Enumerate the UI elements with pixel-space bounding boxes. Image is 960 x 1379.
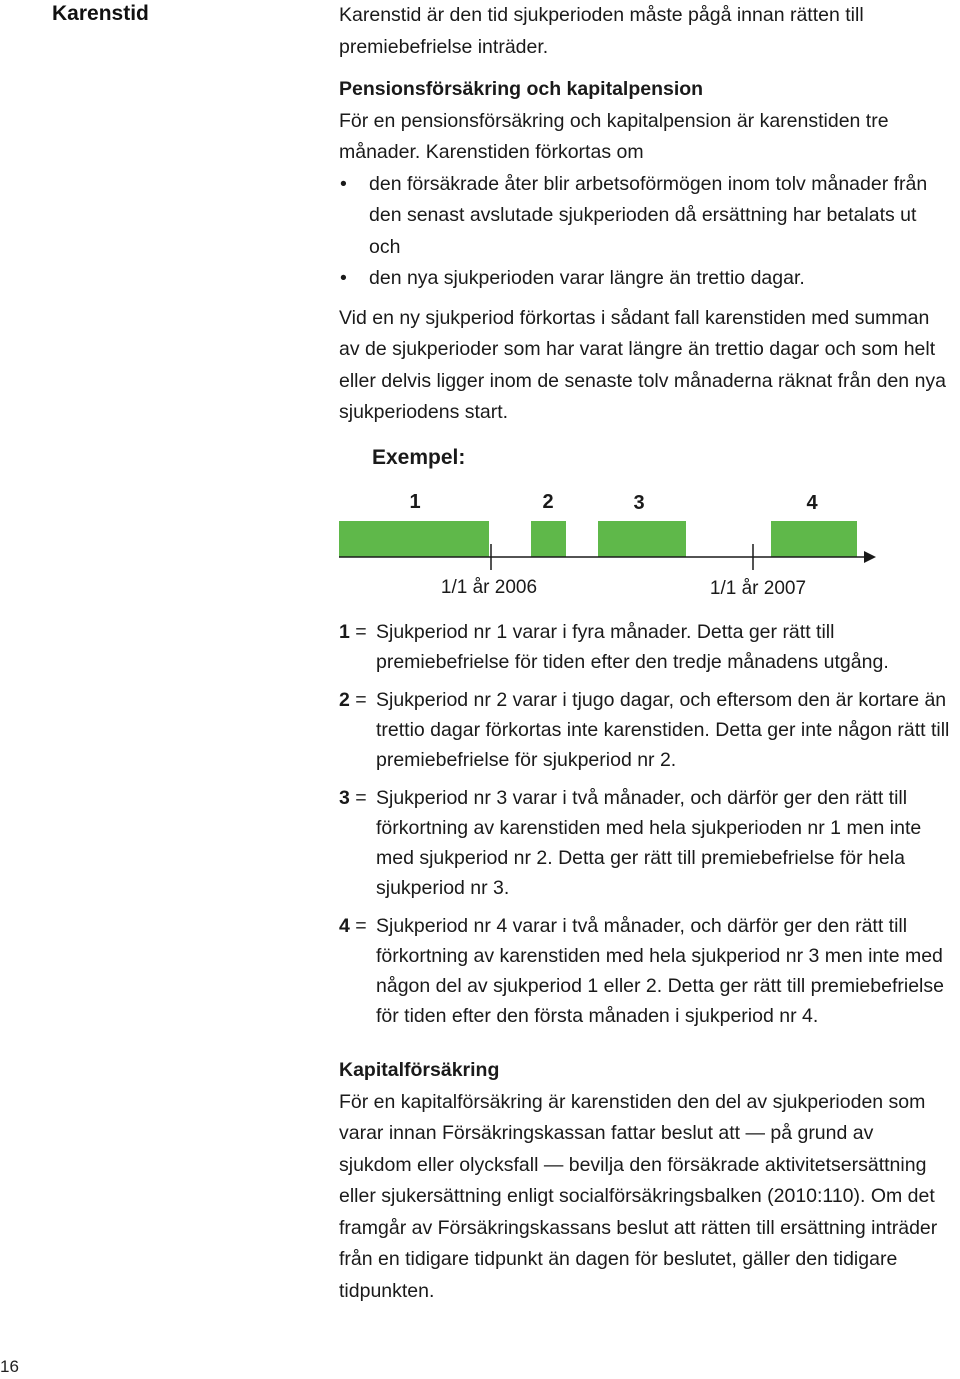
pension-section [339, 74, 951, 429]
definition-key: 1 = [339, 621, 367, 643]
example-timeline-diagram [330, 478, 890, 604]
definition-text: Sjukperiod nr 4 varar i två månader, och därför ger den rätt till förkortning av karenstiden med hela sjukperiod nr 3 men inte med någon del av sjukperiod 1 eller 2. Detta ger rätt till premiebefrielse för tiden efter den första månaden i sjukperiod nr 4. [376, 915, 944, 1027]
definition-text: Sjukperiod nr 2 varar i tjugo dagar, och eftersom den är kortare än trettio dagar förkortas inte karenstiden. Detta ger inte någon rätt till premiebefrielse för sjukperiod nr 2. [376, 689, 950, 771]
section-label: Karenstid [52, 2, 149, 25]
year-label-2007: 1/1 år 2007 [709, 578, 807, 599]
capital-heading: Kapitalförsäkring [339, 1059, 500, 1081]
year-label-2006: 1/1 år 2006 [440, 577, 538, 598]
capital-section [339, 1055, 951, 1307]
period-label-2: 2 [542, 491, 554, 513]
definition-item [339, 783, 953, 903]
time-axis-arrow-icon [864, 551, 876, 563]
example-title: Exempel: [372, 446, 466, 469]
pension-paragraph: För en pensionsförsäkring och kapitalpension är karenstiden tre månader. Karenstiden förkortas om [339, 109, 889, 163]
period-label-3: 3 [633, 492, 645, 514]
capital-paragraph: För en kapitalförsäkring är karenstiden den del av sjukperioden som varar innan Försäkringskassan fattar beslut att — på grund av sjukdom eller olycksfall — bevilja den försäkrade aktivitetsersättning eller sjukersättning enligt socialförsäkringsbalken (2010:110). Om det framgår av Försäkringskassans beslut att rätten till ersättning inträder från en tidigare tidpunkt än dagen för beslutet, gäller den tidigare tidpunkten. [339, 1090, 938, 1302]
shortening-paragraph: Vid en ny sjukperiod förkortas i sådant fall karenstiden med summan av de sjukperioder som har varat längre än trettio dagar och som helt eller delvis ligger inom de senaste tolv månaderna räknat från den nya sjukperiodens start. [339, 306, 947, 423]
pension-heading: Pensionsförsäkring och kapitalpension [339, 78, 704, 100]
period-bar-3 [598, 521, 686, 557]
bullet-item: • den nya sjukperioden varar längre än trettio dagar. [339, 263, 951, 295]
period-bar-2 [531, 521, 566, 557]
definition-text: Sjukperiod nr 1 varar i fyra månader. Detta ger rätt till premiebefrielse för tiden efter den tredje månadens utgång. [376, 621, 889, 673]
definition-item [339, 617, 953, 677]
definition-text: Sjukperiod nr 3 varar i två månader, och därför ger den rätt till förkortning av karenstiden med hela sjukperioden nr 1 men inte med sjukperiod nr 2. Detta ger rätt till premiebefrielse för hela sjukperiod nr 3. [376, 787, 922, 899]
page-number: 16 [0, 1357, 19, 1376]
intro-paragraph: Karenstid är den tid sjukperioden måste pågå innan rätten till premiebefrielse inträder. [339, 4, 864, 58]
definition-item [339, 685, 953, 775]
pension-bullet-list [339, 169, 951, 295]
period-bar-4 [771, 521, 857, 557]
period-label-4: 4 [806, 492, 818, 514]
period-label-1: 1 [409, 491, 421, 513]
definition-key: 4 = [339, 915, 367, 937]
definition-key: 3 = [339, 787, 367, 809]
definition-key: 2 = [339, 689, 367, 711]
definition-list [339, 617, 953, 1039]
period-bar-1 [339, 521, 489, 557]
definition-item [339, 911, 953, 1031]
bullet-item: • den försäkrade åter blir arbetsoförmögen inom tolv månader från den senast avslutade sjukperioden då ersättning har betalats ut och [339, 169, 951, 264]
